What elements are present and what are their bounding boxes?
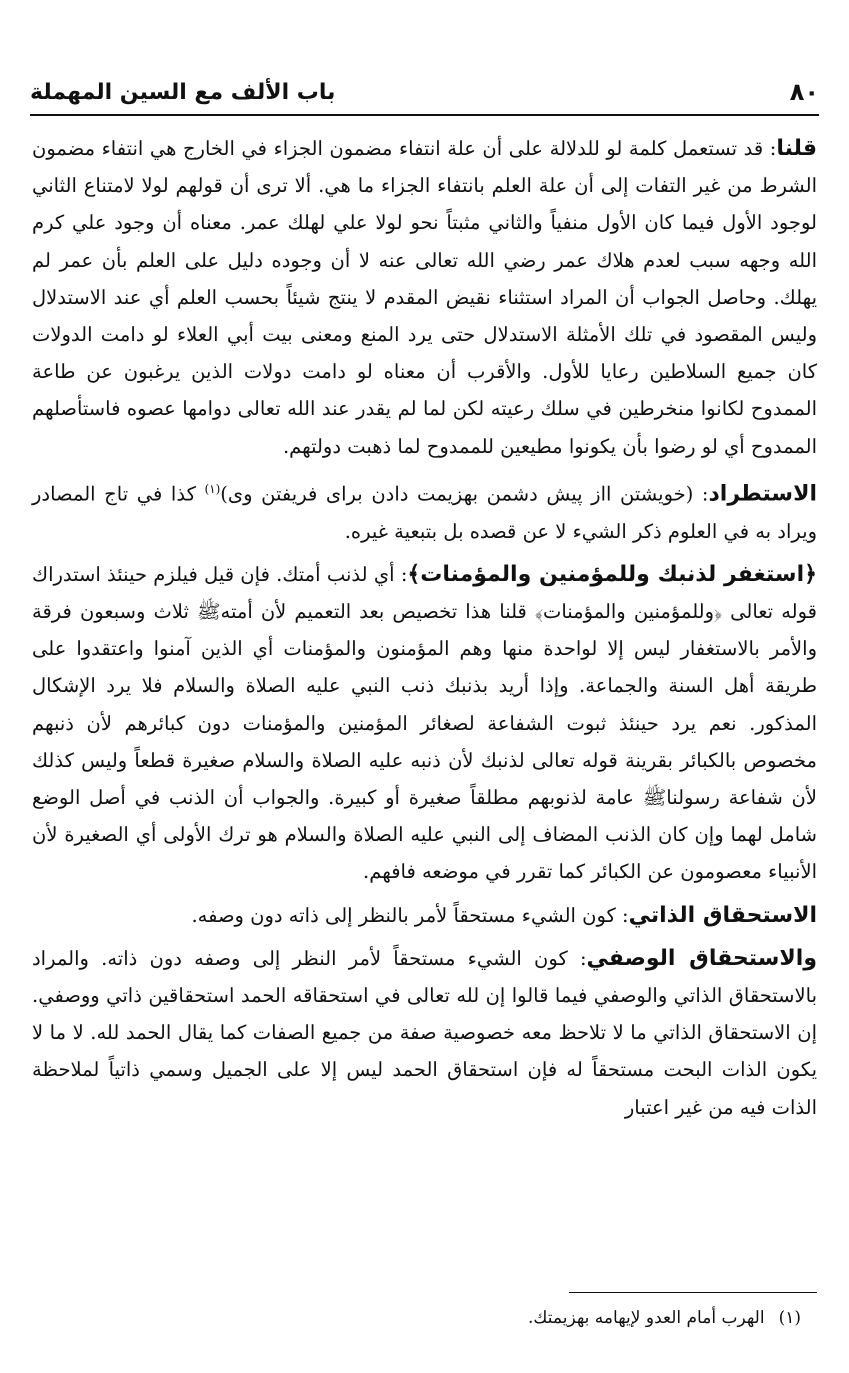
entry-heading: ﴿استغفر لذنبك وللمؤمنين والمؤمنات﴾: [407, 561, 818, 587]
entry-text: : كون الشيء مستحقاً لأمر بالنظر إلى ذاته دون وصفه.: [191, 903, 629, 927]
page-header: [30, 74, 819, 110]
entry-text: : (خويشتن ااز پيش دشمن بهزيمت دادن براى فريفتن وى): [220, 482, 709, 506]
entry-text: : قد تستعمل كلمة لو للدلالة على أن علة انتفاء مضمون الجزاء في الخارج هي انتفاء مضمون الشرط من غير التفات إلى أن علة العلم بانتفاء الجزاء ما هي. ألا ترى أن قولهم لولا لامتناع الثاني لوجود الأول فيما كان الأول منفياً والثاني مثبتاً نحو لولا علي لهلك عمر. معناه أن وجود علي كرم الله وجهه سبب لعدم هلاك عمر رضي الله تعالى عنه لا أن وجوده دليل على العلم بأن عمر لم يهلك. وحاصل الجواب أن المراد استثناء نقيض المقدم لا ينتج شيئاً بحسب العلم أي عند الاستدلال وليس المقصود في تلك الأمثلة الاستدلال حتى يرد المنع ومعنى بيت أبي العلاء لو دامت الدولات كان جميع السلاطين رعايا للأول. والأقرب أن معناه لو دامت دولات الذين يرغبون عن طاعة الممدوح لكانوا منخرطين في سلك رعيته لكن لما لم يقدر عند الله تعالى دوامها عصوه فاستأصلهم الممدوح أي لو رضوا بأن يكونوا مطيعين للممدوح لما ذهبت دولتهم.: [32, 137, 817, 458]
footnote-text: الهرب أمام العدو لإيهامه بهزيمتك.: [528, 1308, 765, 1328]
entry-heading: الاستحقاق الذاتي: [628, 902, 817, 928]
entry-text-continued: كذا في تاج المصادر ويراد به في العلوم ذكر الشيء لا عن قصده بل بتبعية غيره.: [32, 482, 817, 543]
entry-text: : كون الشيء مستحقاً لأمر النظر إلى وصفه دون ذاته. والمراد بالاستحقاق الذاتي والوصفي فيما قالوا إن لله تعالى في استحقاقه الحمد استحقاقين ذاتي ووصفي. إن الاستحقاق الذاتي ما لا تلاحظ معه خصوصية صفة من جميع الصفات كما يقال الحمد لله. لا ما لا يكون الذات البحت مستحقاً له فإن استحقاق الحمد ليس إلا على الجميل وسمي ذاتياً لملاحظة الذات فيه من غير اعتبار: [32, 946, 817, 1119]
page-body: [32, 130, 817, 1126]
entry-heading: قلنا: [776, 136, 817, 161]
paragraph-istihqaq-wasfi: [32, 940, 817, 1126]
header-divider: [30, 114, 819, 116]
chapter-title: باب الألف مع السين المهملة: [30, 79, 336, 105]
paragraph-qulna: [32, 130, 817, 465]
paragraph-istihqaq-dhati: [32, 897, 817, 934]
entry-heading: الاستطراد: [708, 481, 817, 507]
footnote-marker: (١): [778, 1308, 801, 1328]
paragraph-istighfar: [32, 556, 817, 891]
footnote-reference: (١): [204, 481, 221, 496]
page-number: ٨٠: [789, 78, 819, 106]
paragraph-istitrad: [32, 471, 817, 550]
footnote: [32, 1304, 801, 1332]
entry-text: : أي لذنب أمتك. فإن قيل فيلزم حينئذ استدراك قوله تعالى ﴿وللمؤمنين والمؤمنات﴾ قلنا هذا تخصيص بعد التعميم لأن أمتهﷺ ثلاث وسبعون فرقة والأمر بالاستغفار ليس إلا لواحدة منها وهم المؤمنون والمؤمنات أي الذين آمنوا واعتقدوا على طريقة أهل السنة والجماعة. وإذا أريد بذنبك ذنب النبي عليه الصلاة والسلام فلا يرد الإشكال المذكور. نعم يرد حينئذ ثبوت الشفاعة لصغائر المؤمنين والمؤمنات دون كبائرهم لأن ذنبهم مخصوص بالكبائر بقرينة قوله تعالى لذنبك لأن ذنبه عليه الصلاة والسلام صغيرة قطعاً وليس كذلك لأن شفاعة رسولناﷺ عامة لذنوبهم مطلقاً صغيرة أو كبيرة. والجواب أن الذنب في أصل الوضع شامل لهما وإن كان الذنب المضاف إلى النبي عليه الصلاة والسلام هو ترك الأولى أي الصغيرة لأن الأنبياء معصومون عن الكبائر كما تقرر في موضعه فافهم.: [32, 562, 817, 884]
footnote-divider: [569, 1292, 817, 1293]
entry-heading: والاستحقاق الوصفي: [586, 945, 817, 971]
